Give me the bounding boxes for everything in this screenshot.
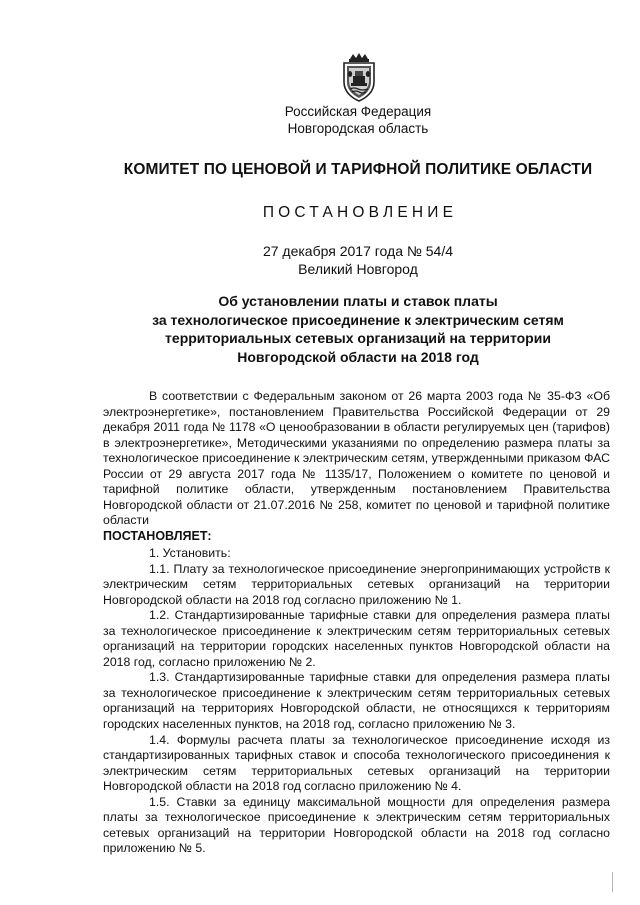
committee-name: КОМИТЕТ ПО ЦЕНОВОЙ И ТАРИФНОЙ ПОЛИТИКЕ ОБЛАСТИ	[123, 161, 593, 178]
city-name: Великий Новгород	[298, 261, 418, 277]
item-1-4: 1.4. Формулы расчета платы за технологическое присоединение исходя из стандартизированных тарифных ставок и способа технологического присоединения к электрическим сетям территориальных сетевых организаций на территории Новгородской области на 2018 год согласно приложению № 4.	[103, 732, 610, 794]
coat-of-arms-icon	[337, 52, 381, 102]
document-type: ПОСТАНОВЛЕНИЕ	[262, 204, 458, 221]
subject-line-2: за технологическое присоединение к электрическим сетям	[152, 311, 564, 328]
date-number: 27 декабря 2017 года № 54/4	[262, 243, 454, 259]
resolution-items	[103, 546, 610, 857]
item-1: 1. Установить:	[149, 546, 231, 560]
subject-line-4: Новгородской области на 2018 год	[237, 348, 479, 365]
document-subject	[38, 292, 640, 366]
decree-word: ПОСТАНОВЛЯЕТ:	[103, 529, 212, 543]
scan-edge-mark	[612, 872, 613, 892]
item-1-1: 1.1. Плату за технологическое присоединение энергопринимающих устройств к электрическим сетям территориальных сетевых организаций на территории Новгородской области на 2018 год согласно приложению № 1.	[103, 561, 610, 607]
item-1-3: 1.3. Стандартизированные тарифные ставки для определения размера платы за технологическое присоединение к электрическим сетям территориальных сетевых организаций на территориях Новгородской области, не относящихся к территориям городских населенных пунктов, на 2018 год, согласно приложению № 3.	[103, 670, 610, 732]
subject-line-3: территориальных сетевых организаций на территории	[165, 330, 551, 346]
preamble-paragraph: В соответствии с Федеральным законом от 26 марта 2003 года № 35-ФЗ «Об электроэнергетике», постановлением Правительства Российской Федерации от 29 декабря 2011 года № 1178 «О ценообразовании в области регулируемых цен (тарифов) в электроэнергетике», Методическими указаниями по определению размера платы за технологическое присоединение к электрическим сетям, утвержденными приказом ФАС России от 29 августа 2017 года № 1135/17, Положением о комитете по ценовой и тарифной политике области, утвержденным постановлением Правительства Новгородской области от 21.07.2016 № 258, комитет по ценовой и тарифной политике области	[103, 389, 610, 528]
country-name: Российская Федерация	[284, 104, 432, 119]
item-1-5: 1.5. Ставки за единицу максимальной мощности для определения размера платы за технологическое присоединение к электрическим сетям территориальных сетевых организаций на территории Новгородской области на 2018 год согласно приложению № 5.	[103, 794, 610, 856]
subject-line-1: Об установлении платы и ставок платы	[218, 293, 498, 309]
header-country-region	[38, 103, 640, 137]
item-1-2: 1.2. Стандартизированные тарифные ставки для определения размера платы за технологическое присоединение к электрическим сетям территориальных сетевых организаций на территории городских населенных пунктов Новгородской области на 2018 год, согласно приложению № 2.	[103, 608, 610, 669]
region-name: Новгородская область	[287, 121, 429, 136]
date-and-place	[38, 242, 640, 278]
